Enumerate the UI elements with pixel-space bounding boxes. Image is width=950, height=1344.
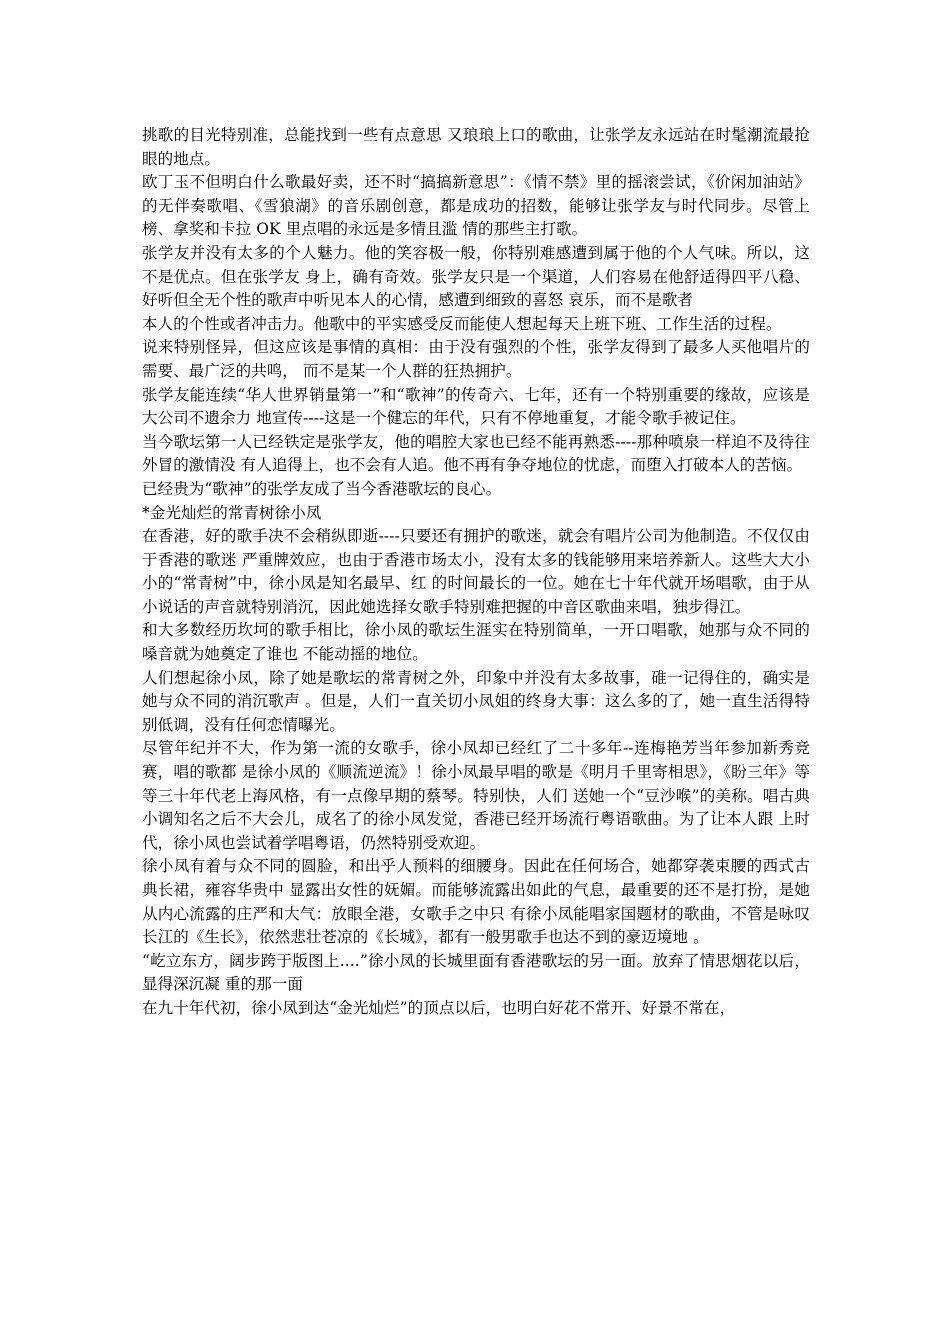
paragraph-6: 张学友能连续“华人世界销量第一”和“歌神”的传奇六、七年，还有一个特别重要的缘故，应该是大公司不遗余力 地宣传----这是一个健忘的年代，只有不停地重复，才能令歌手被记住。 [142,385,810,428]
paragraph-14: 徐小凤有着与众不同的圆脸，和出乎人预料的细腰身。因此在任何场合，她都穿袭束腰的西式古典长裙，雍容华贵中 显露出女性的妩媚。而能够流露出如此的气息，最重要的还不是打扮，是她从内心流露的庄严和大气：放眼全港，女歌手之中只 有徐小凤能唱家国题材的歌曲，不管是咏叹长江的《生长》，依然悲壮苍凉的《长城》，都有一般男歌手也达不到的豪迈境地 。 [142,857,810,947]
paragraph-10: 在香港，好的歌手决不会稍纵即逝----只要还有拥护的歌迷，就会有唱片公司为他制造。不仅仅由于香港的歌迷 严重牌效应，也由于香港市场太小，没有太多的钱能够用来培养新人。这些大大小小的“常青树”中，徐小凤是知名最早、红 的时间最长的一位。她在七十年代就开场唱歌，由于从小说话的声音就特别消沉，因此她选择女歌手特别难把握的中音区歌曲来唱，独步得江。 [142,527,810,616]
document-body [142,124,810,1021]
paragraph-4: 本人的个性或者冲击力。他歌中的平实感受反而能使人想起每天上班下班、工作生活的过程。 [142,314,782,333]
paragraph-15: “屹立东方，阔步跨于版图上....”徐小凤的长城里面有香港歌坛的另一面。放弃了情思烟花以后，显得深沉凝 重的那一面 [142,951,810,994]
paragraph-16: 在九十年代初，徐小凤到达“金光灿烂”的顶点以后，也明白好花不常开、好景不常在， [142,998,736,1017]
paragraph-1: 挑歌的目光特别准，总能找到一些有点意思 又琅琅上口的歌曲，让张学友永远站在时髦潮流最抢眼的地点。 [142,126,810,168]
paragraph-12: 人们想起徐小凤，除了她是歌坛的常青树之外，印象中并没有太多故事，碓一记得住的，确实是她与众不同的消沉歌声 。但是，人们一直关切小凤姐的终身大事：这么多的了，她一直生活得特别低调，没有任何恋情曝光。 [142,668,810,734]
paragraph-13: 尽管年纪并不大，作为第一流的女歌手，徐小凤却已经红了二十多年--连梅艳芳当年参加新秀竞赛，唱的歌都 是徐小凤的《顺流逆流》！徐小凤最早唱的歌是《明月千里寄相思》，《盼三年》等等三十年代老上海风格，有一点像早期的蔡琴。特别快，人们 送她一个“豆沙喉”的美称。唱古典小调知名之后不大会儿，成名了的徐小凤发觉，香港已经开场流行粤语歌曲。为了让本人跟 上时代，徐小凤也尝试着学唱粤语，仍然特别受欢迎。 [142,739,810,852]
paragraph-2: 欧丁玉不但明白什么歌最好卖，还不时“搞搞新意思”：《情不禁》里的摇滚尝试，《价闲加油站》的无伴奏歌唱、《雪狼湖》的音乐剧创意，都是成功的招数，能够让张学友与时代同步。尽管上榜、拿奖和卡拉 OK 里点唱的永远是多情且滥 情的那些主打歌。 [142,173,810,239]
paragraph-8: 已经贵为“歌神”的张学友成了当今香港歌坛的良心。 [142,479,502,498]
paragraph-7: 当今歌坛第一人已经铁定是张学友，他的唱腔大家也已经不能再熟悉----那种喷泉一样迫不及待往外冒的激情没 有人追得上，也不会有人追。他不再有争夺地位的忧虑，而堕入打破本人的苦恼。 [142,432,810,475]
section-heading: *金光灿烂的常青树徐小凤 [142,503,322,522]
paragraph-3: 张学友并没有太多的个人魅力。他的笑容极一般，你特别难感遭到属于他的个人气味。所以，这不是优点。但在张学友 身上，确有奇效。张学友只是一个渠道，人们容易在他舒适得四平八稳、好听但全无个性的歌声中听见本人的心情，感遭到细致的喜怒 哀乐，而不是歌者 [142,243,810,310]
paragraph-5: 说来特别怪异，但这应该是事情的真相：由于没有强烈的个性，张学友得到了最多人买他唱片的需要、最广泛的共鸣， 而不是某一个人群的狂热拥护。 [142,338,810,380]
paragraph-11: 和大多数经历坎坷的歌手相比，徐小凤的歌坛生涯实在特别简单，一开口唱歌，她那与众不同的嗓音就为她奠定了谁也 不能动摇的地位。 [142,621,810,664]
